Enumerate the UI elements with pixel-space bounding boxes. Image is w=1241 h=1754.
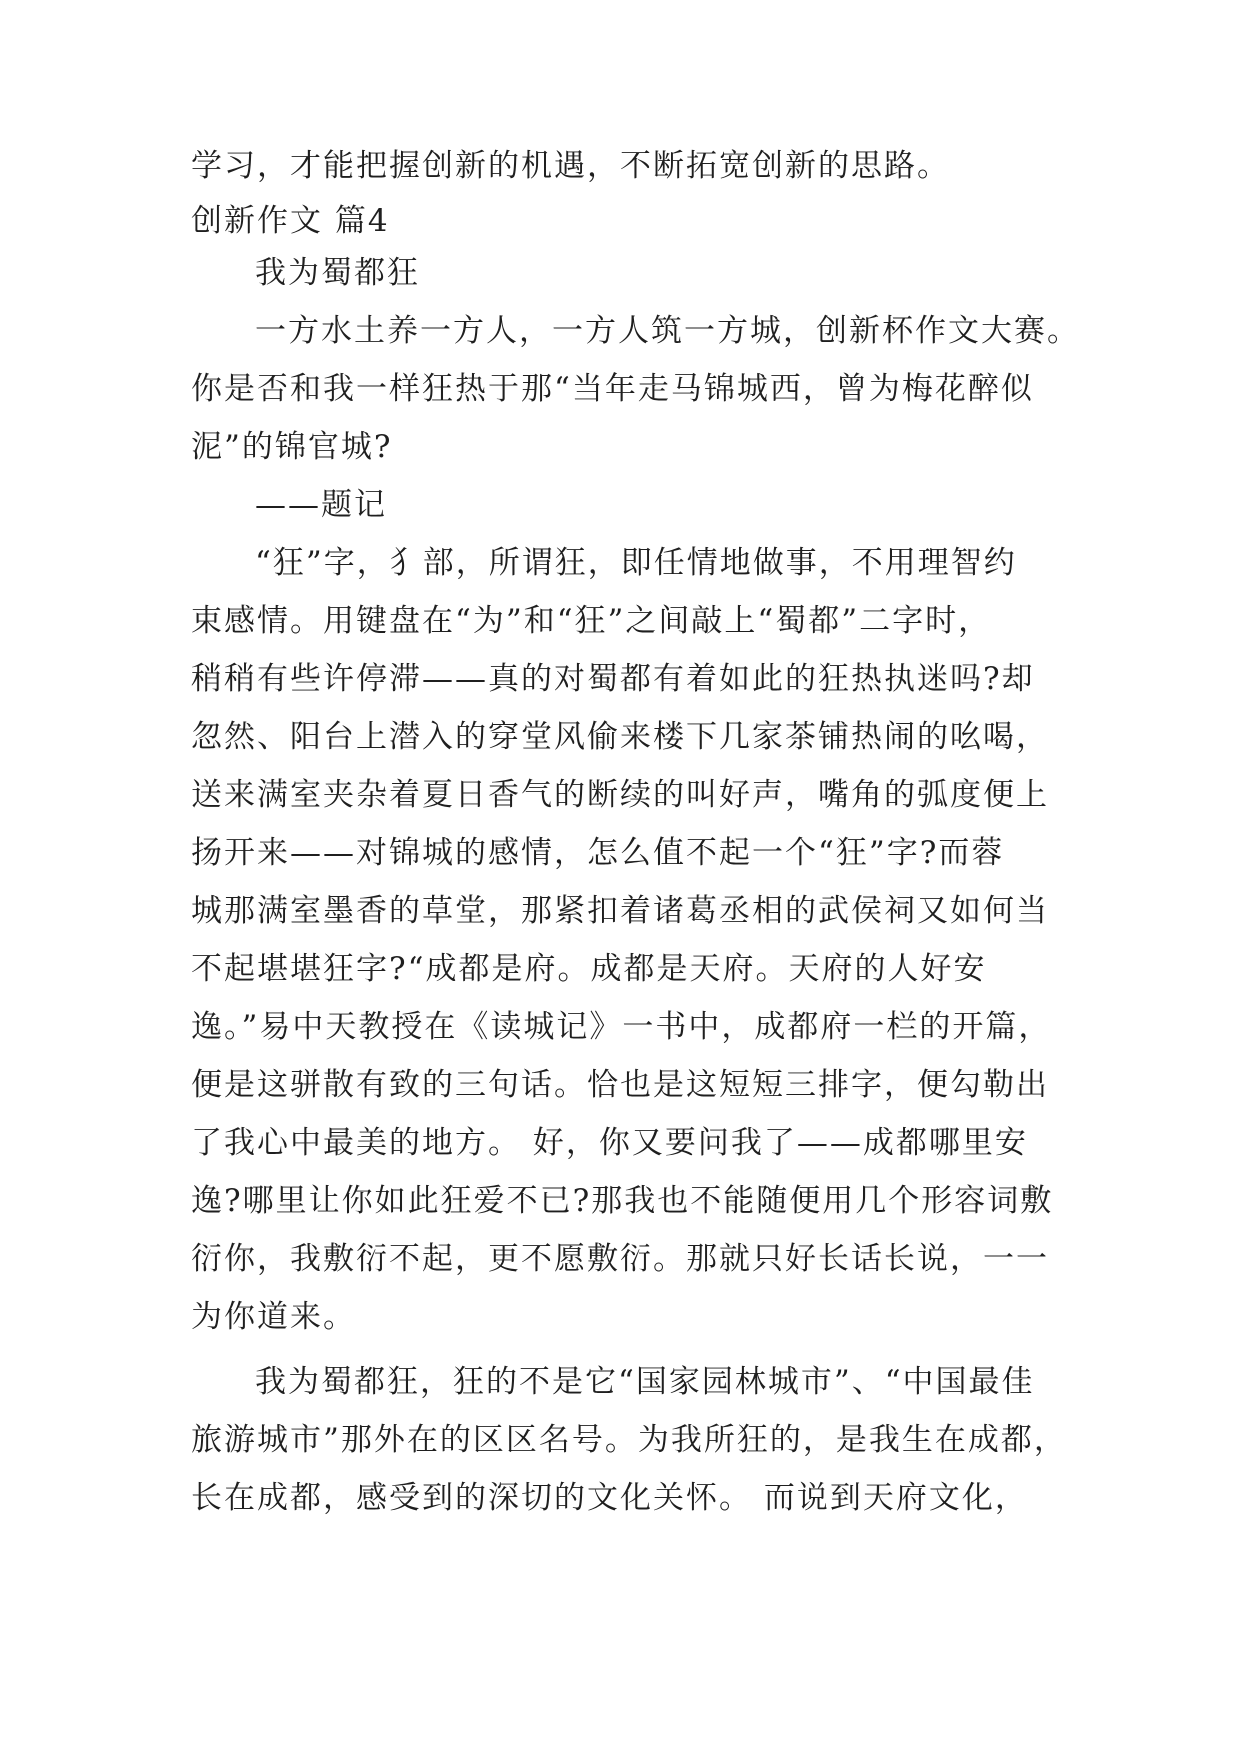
epigraph-attribution: ——题记 [255,487,387,523]
section-heading: 创新作文 篇4 [191,203,390,239]
text-line: 逸?哪里让你如此狂爱不已?那我也不能随便用几个形容词敷 [191,1183,1054,1219]
text-line: 旅游城市”那外在的区区名号。为我所狂的，是我生在成都， [191,1422,1067,1458]
text-line: 送来满室夹杂着夏日香气的断续的叫好声，嘴角的弧度便上 [191,777,1049,813]
text-line: 便是这骈散有致的三句话。恰也是这短短三排字，便勾勒出 [191,1067,1049,1103]
text-line: 稍稍有些许停滞——真的对蜀都有着如此的狂热执迷吗?却 [191,661,1035,697]
text-line: 扬开来——对锦城的感情，怎么值不起一个“狂”字?而蓉 [191,835,1005,871]
text-line: 学习，才能把握创新的机遇，不断拓宽创新的思路。 [191,148,950,184]
text-line: 为你道来。 [191,1299,356,1335]
text-line: 束感情。用键盘在“为”和“狂”之间敲上“蜀都”二字时， [191,603,992,639]
text-line: 你是否和我一样狂热于那“当年走马锦城西，曾为梅花醉似 [191,371,1034,407]
essay-title: 我为蜀都狂 [255,255,420,291]
text-line: 城那满室墨香的草堂，那紧扣着诸葛丞相的武侯祠又如何当 [191,893,1049,929]
text-line: 逸。”易中天教授在《读城记》一书中，成都府一栏的开篇， [191,1009,1052,1045]
text-line: 了我心中最美的地方。 好，你又要问我了——成都哪里安 [191,1125,1028,1161]
text-line: 泥”的锦官城? [191,429,393,465]
text-line: 长在成都，感受到的深切的文化关怀。 而说到天府文化， [191,1480,1028,1516]
text-line: 一方水土养一方人，一方人筑一方城，创新杯作文大赛。 [255,313,1080,349]
text-line: 不起堪堪狂字?“成都是府。成都是天府。天府的人好安 [191,951,987,987]
text-line: 忽然、阳台上潜入的穿堂风偷来楼下几家茶铺热闹的吆喝， [191,719,1049,755]
text-line: “狂”字，犭部，所谓狂，即任情地做事，不用理智约 [255,545,1017,581]
text-line: 衍你，我敷衍不起，更不愿敷衍。那就只好长话长说，一一 [191,1241,1049,1277]
text-line: 我为蜀都狂，狂的不是它“国家园林城市”、“中国最佳 [255,1364,1035,1400]
